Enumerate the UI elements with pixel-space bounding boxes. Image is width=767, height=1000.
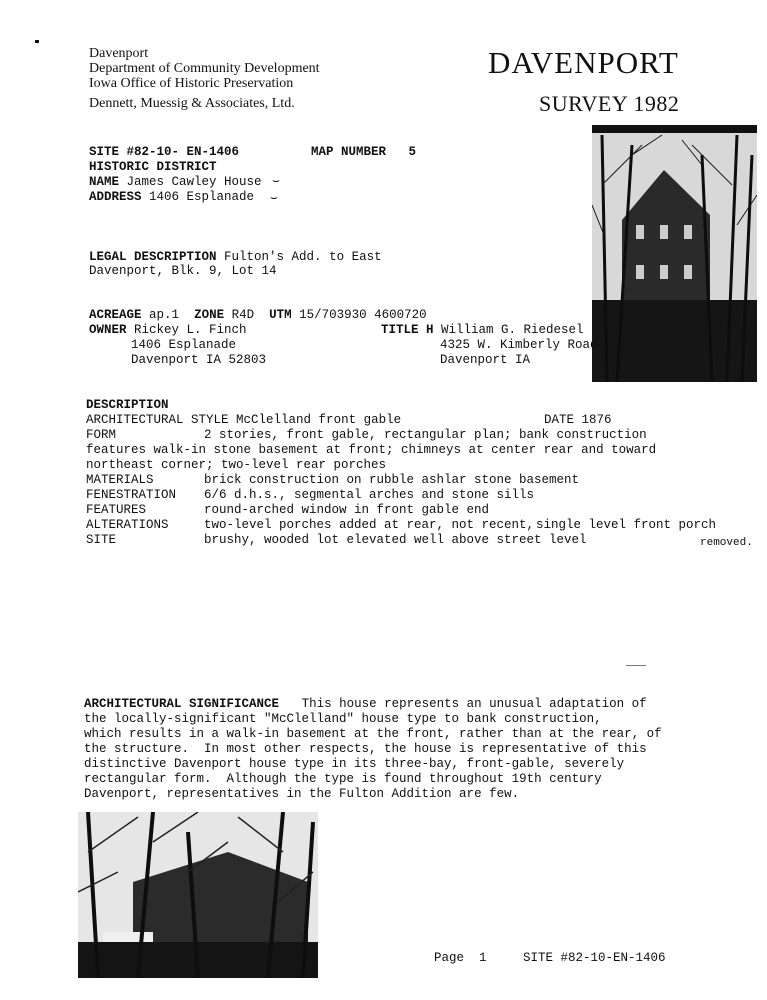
page-label: Page: [434, 951, 465, 965]
significance-line-5: distinctive Davenport house type in its three-bay, front-gable, severely: [84, 757, 625, 771]
fenestration-label: FENESTRATION: [86, 488, 177, 502]
title-holder-row: [381, 323, 584, 338]
address-row: [89, 190, 254, 205]
materials-value: brick construction on rubble ashlar stone basement: [204, 473, 580, 487]
alterations-handwritten: single level front porch: [536, 518, 717, 532]
significance-line-4: the structure. In most other respects, the house is representative of this: [84, 742, 647, 756]
site-handwritten: removed.: [700, 537, 753, 549]
materials-label: MATERIALS: [86, 473, 154, 487]
date-value: 1876: [581, 413, 612, 427]
legal-line-2: Davenport, Blk. 9, Lot 14: [89, 264, 277, 278]
utm-label: UTM: [269, 308, 292, 322]
site-desc-value: brushy, wooded lot elevated well above street level: [204, 533, 587, 547]
date-label: DATE: [544, 413, 575, 427]
title-holder-name: William G. Riedesel: [441, 323, 584, 337]
alterations-value: two-level porches added at rear, not recent,: [204, 518, 535, 532]
description-heading: DESCRIPTION: [86, 398, 169, 412]
map-number: 5: [408, 145, 417, 159]
significance-line-3: which results in a walk-in basement at the front, rather than at the rear, of: [84, 727, 662, 741]
owner-row: [89, 323, 247, 338]
house-photo-side: [78, 812, 318, 978]
map-number-row: [311, 145, 416, 160]
owner-label: OWNER: [89, 323, 127, 337]
features-value: round-arched window in front gable end: [204, 503, 490, 517]
style-row: [86, 413, 401, 428]
consultant-name: Dennett, Muessig & Associates, Ltd.: [89, 96, 295, 111]
name-row: [89, 175, 262, 190]
utm-value: 15/703930 4600720: [299, 308, 427, 322]
materials-row: [86, 473, 579, 488]
features-row: [86, 503, 489, 518]
house-photo-front-svg: [592, 125, 757, 382]
legal-row-1: [89, 250, 382, 265]
owner-name: Rickey L. Finch: [134, 323, 247, 337]
acreage-row: [89, 308, 427, 323]
legal-line-1: Fulton's Add. to East: [224, 250, 382, 264]
significance-line-2: the locally-significant "McClelland" house type to bank construction,: [84, 712, 602, 726]
significance-line-1: This house represents an unusual adaptation of: [301, 697, 647, 711]
alterations-label: ALTERATIONS: [86, 518, 169, 532]
address-label: ADDRESS: [89, 190, 142, 204]
org-line-1: Davenport: [89, 46, 149, 61]
stray-mark: [35, 40, 39, 43]
title-holder-address-2: Davenport IA: [440, 353, 531, 367]
alterations-row: [86, 518, 534, 533]
significance-line-1-row: [84, 697, 647, 712]
fenestration-value: 6/6 d.h.s., segmental arches and stone sills: [204, 488, 535, 502]
page-number: 1: [479, 951, 487, 965]
title-holder-address-1: 4325 W. Kimberly Road: [440, 338, 598, 352]
significance-line-6: rectangular form. Although the type is found throughout 19th century: [84, 772, 602, 786]
site-desc-label: SITE: [86, 533, 117, 547]
name-label: NAME: [89, 175, 120, 189]
form-row: [86, 428, 647, 443]
org-line-2: Department of Community Development: [89, 61, 320, 76]
handwritten-check-1: ⌣: [272, 173, 280, 187]
historic-district-label: HISTORIC DISTRICT: [89, 160, 217, 174]
style-value: McClelland front gable: [236, 413, 402, 427]
acreage-value: ap.1: [149, 308, 180, 322]
footer-site-ref: SITE #82-10-EN-1406: [523, 951, 666, 965]
site-number: #82-10- EN-1406: [126, 145, 240, 159]
handwritten-check-2: ⌣: [270, 190, 278, 204]
form-line-2: features walk-in stone basement at front; chimneys at center rear and toward: [86, 443, 657, 457]
significance-heading: ARCHITECTURAL SIGNIFICANCE: [84, 697, 280, 711]
house-photo-side-svg: [78, 812, 318, 978]
site-row: [86, 533, 587, 548]
page-indicator: [434, 951, 487, 966]
document-title: DAVENPORT: [488, 45, 679, 80]
legal-label: LEGAL DESCRIPTION: [89, 250, 217, 264]
form-label: FORM: [86, 428, 117, 442]
significance-line-7: Davenport, representatives in the Fulton Addition are few.: [84, 787, 520, 801]
map-label: MAP NUMBER: [311, 145, 387, 159]
stray-dash: [626, 665, 646, 666]
form-line-1: 2 stories, front gable, rectangular plan; bank construction: [204, 428, 647, 442]
form-line-3: northeast corner; two-level rear porches: [86, 458, 387, 472]
fenestration-row: [86, 488, 534, 503]
org-line-3: Iowa Office of Historic Preservation: [89, 76, 294, 91]
owner-address-2: Davenport IA 52803: [131, 353, 267, 367]
site-label: SITE: [89, 145, 120, 159]
house-photo-front: [592, 125, 757, 382]
owner-address-1: 1406 Esplanade: [131, 338, 237, 352]
survey-year: SURVEY 1982: [539, 91, 680, 116]
features-label: FEATURES: [86, 503, 147, 517]
zone-label: ZONE: [194, 308, 225, 322]
address-value: 1406 Esplanade: [149, 190, 255, 204]
title-label: TITLE H: [381, 323, 434, 337]
acreage-label: ACREAGE: [89, 308, 142, 322]
style-label: ARCHITECTURAL STYLE: [86, 413, 229, 427]
site-number-row: [89, 145, 239, 160]
date-row: [544, 413, 612, 428]
zone-value: R4D: [231, 308, 255, 322]
name-value: James Cawley House: [126, 175, 262, 189]
